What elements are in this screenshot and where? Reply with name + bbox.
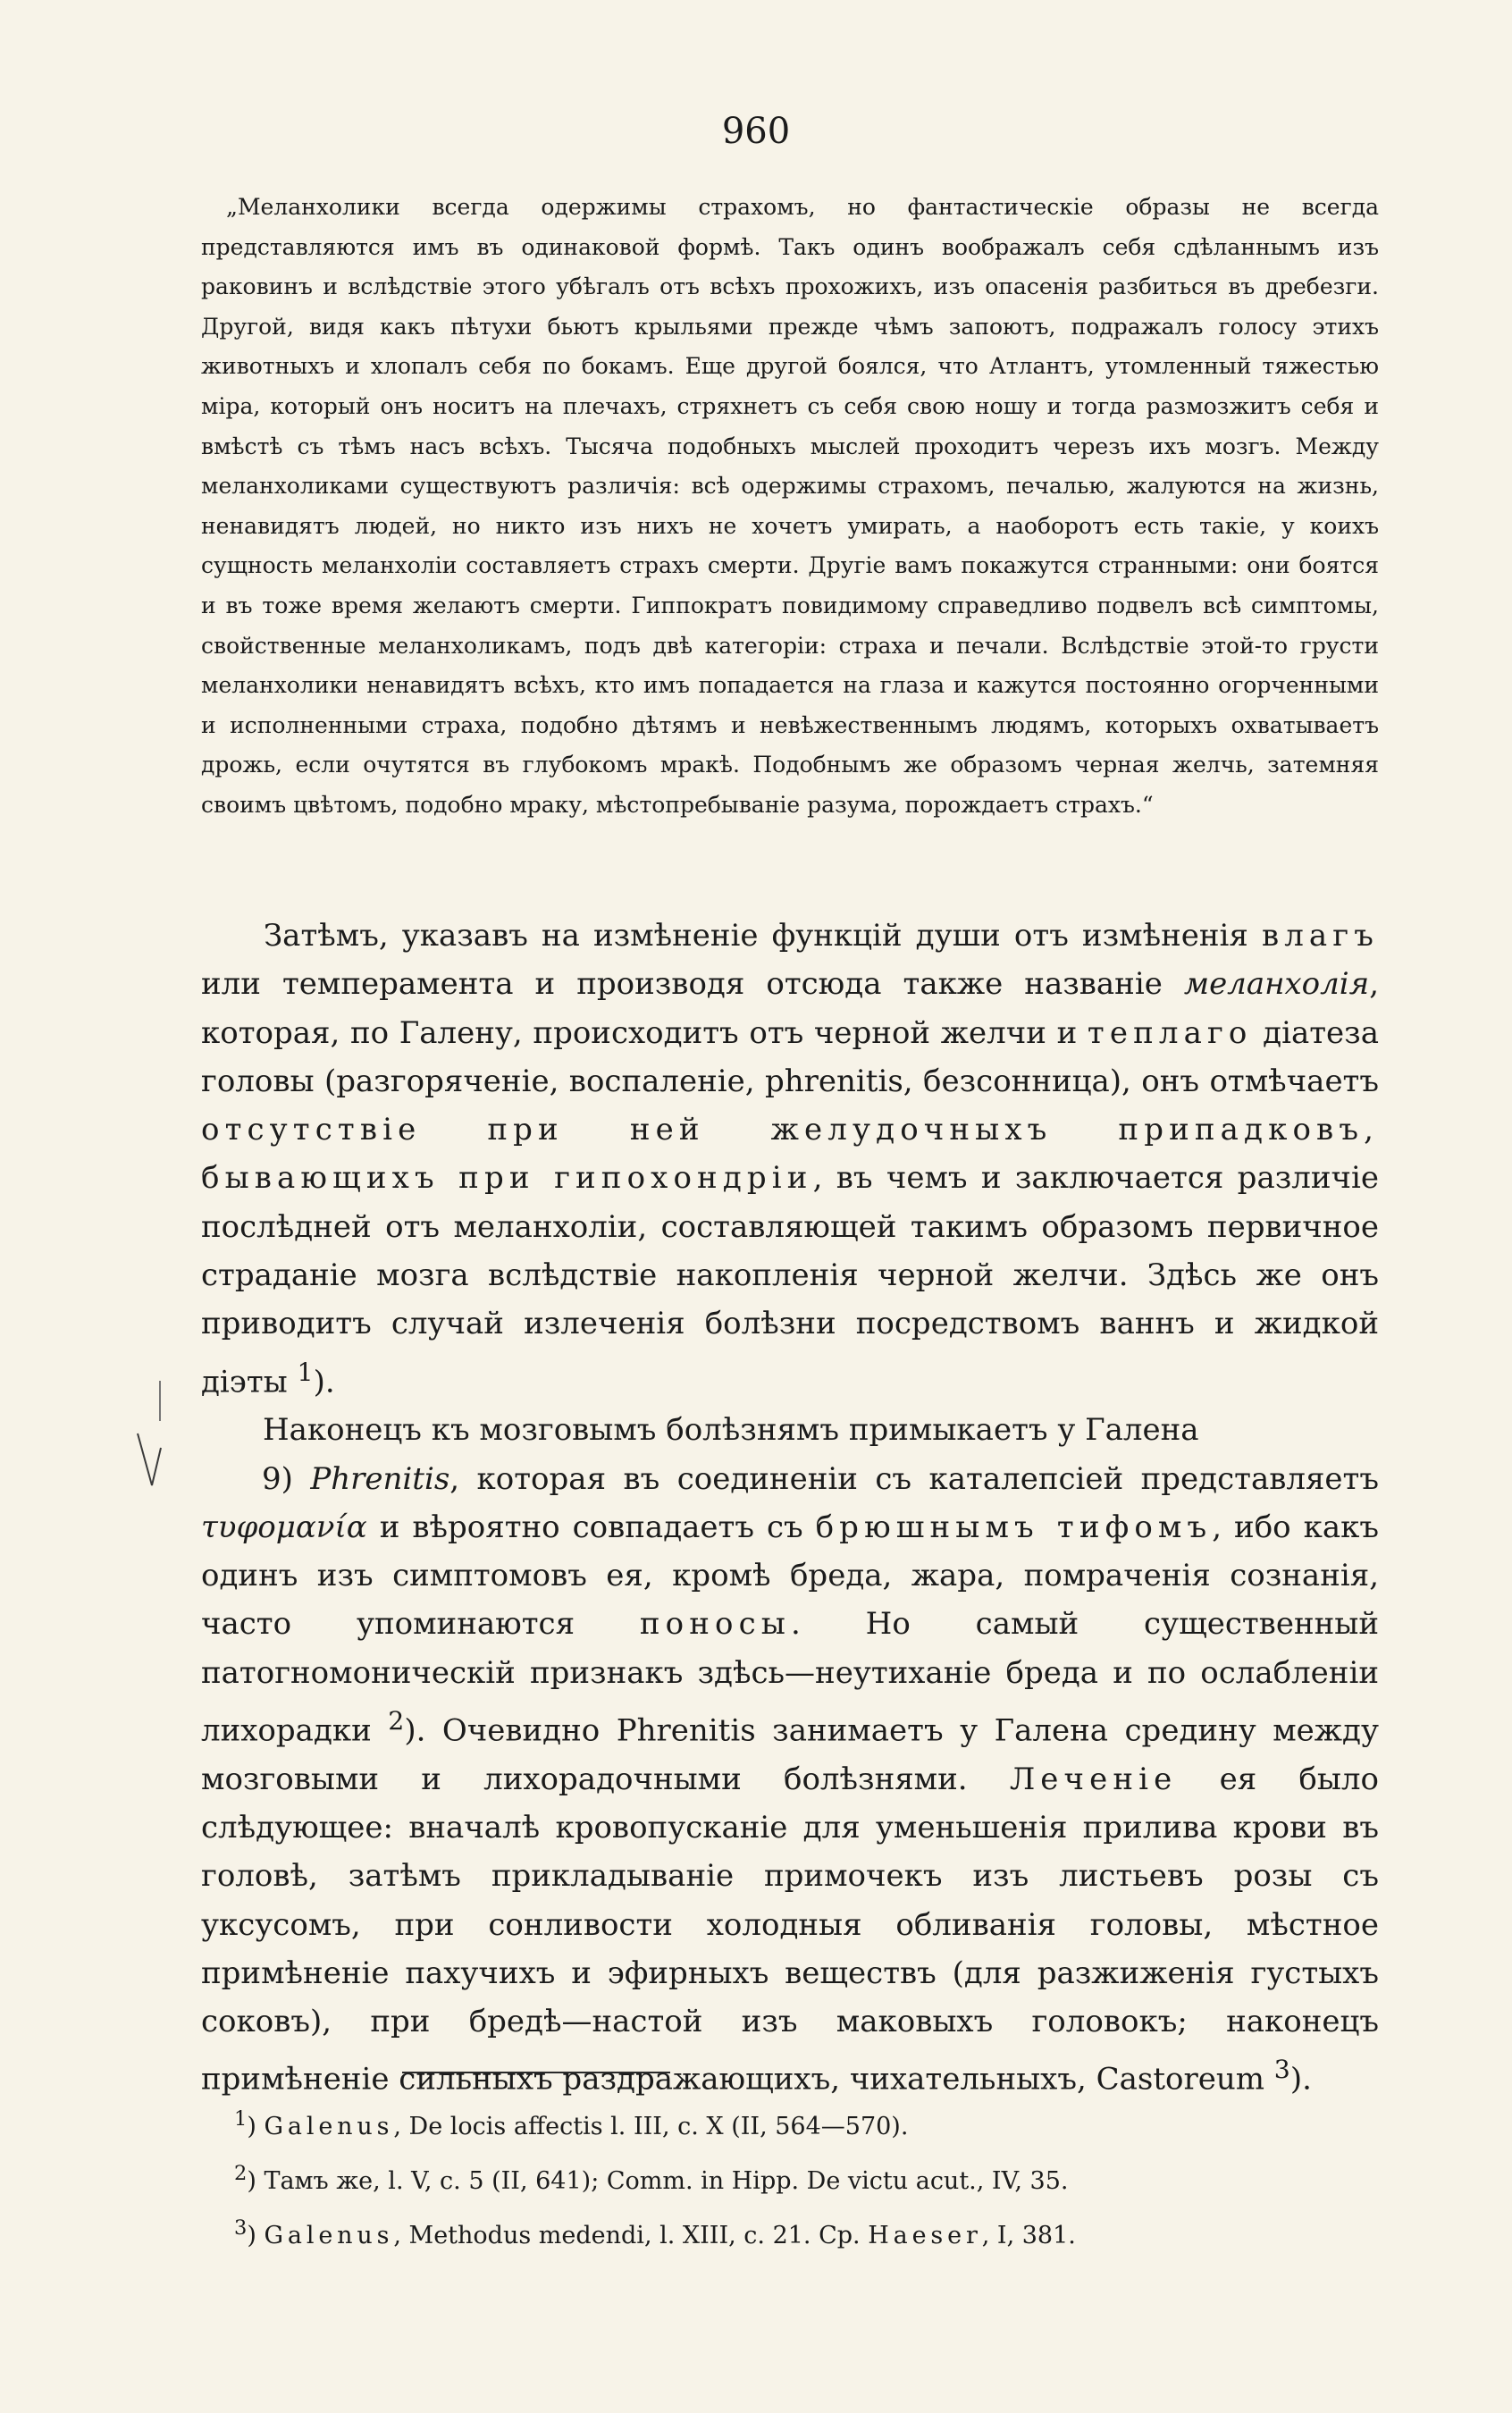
footnote-ref-1: 1 xyxy=(297,1357,314,1387)
footnote-ref-3: 3 xyxy=(1273,2055,1290,2085)
paragraph-transition: Наконецъ къ мозговымъ болѣзнямъ примыкаетъ у Галена xyxy=(263,1412,1199,1449)
quote-paragraph: „Меланхолики всегда одержимы страхомъ, но фантастическіе образы не всегда представляются имъ въ одинаковой формѣ. Такъ одинъ воображалъ себя сдѣланнымъ изъ раковинъ и вслѣдствіе этого убѣгалъ отъ всѣхъ прохожихъ, изъ опасенія разбиться въ дребезги. Другой, видя какъ пѣтухи бьютъ крыльями прежде чѣмъ запоютъ, подражалъ голосу этихъ животныхъ и хлопалъ себя по бокамъ. Еще другой боялся, что Атлантъ, утомленный тяжестью міра, который онъ носитъ на плечахъ, стряхнетъ съ себя свою ношу и тогда размозжитъ себя и вмѣстѣ съ тѣмъ насъ всѣхъ. Тысяча подобныхъ мыслей проходитъ черезъ ихъ мозгъ. Между меланхоликами существуютъ различія: всѣ одержимы страхомъ, печалью, жалуются на жизнь, ненавидятъ людей, но никто изъ нихъ не хочетъ умирать, а наоборотъ есть такіе, у коихъ сущность меланхоліи составляетъ страхъ смерти. Другіе вамъ покажутся странными: они боятся и въ тоже время желаютъ смерти. Гиппократъ повидимому справедливо подвелъ всѣ симптомы, свойственные меланхоликамъ, подъ двѣ категоріи: страха и печали. Вслѣдствіе этой-то грусти меланхолики ненавидятъ всѣхъ, кто имъ попадается на глаза и кажутся постоянно огорченными и исполненными страха, подобно дѣтямъ и невѣжественнымъ людямъ, которыхъ охватываетъ дрожь, если очутятся въ глубокомъ мракѣ. Подобнымъ же образомъ черная желчь, затемняя своимъ цвѣтомъ, подобно мраку, мѣстопребываніе разума, порождаетъ страхъ.“ xyxy=(201,194,1379,818)
paragraph-melancholia: Затѣмъ, указавъ на измѣненіе функцій души отъ измѣненія влагъ или темперамента и производя отсюда также названіе меланхолія, которая, по Галену, происходитъ отъ черной желчи и теплаго діатеза головы (разгоряченіе, воспаленіе, phrenitis, безсонница), онъ отмѣчаетъ отсутствіе при ней желудочныхъ припадковъ, бывающихъ при гипохондріи, въ чемъ и заключается различіе послѣдней отъ меланхоліи, составляющей такимъ образомъ первичное страданіе мозга вслѣдствіе накопленія черной желчи. Здѣсь же онъ приводитъ случай излеченія болѣзни посредствомъ ваннъ и жидкой діэты $^1$). xyxy=(201,918,1379,1400)
footnote-1: $^1$) Galenus, De locis affectis l. III, c. X (II, 564—570). xyxy=(234,2107,909,2140)
footnotes xyxy=(234,2096,1360,2259)
footnote-divider xyxy=(402,2072,670,2073)
margin-checkmark-icon xyxy=(134,1430,166,1492)
footnote-2: $^2$) Тамъ же, l. V, c. 5 (II, 641); Comm. in Hipp. De victu acut., IV, 35. xyxy=(234,2162,1069,2195)
footnote-3: $^3$) Galenus, Methodus medendi, l. XIII, c. 21. Cp. Haeser, I, 381. xyxy=(234,2216,1076,2249)
page-number: 960 xyxy=(721,111,791,152)
main-text xyxy=(201,912,1379,2104)
quotation-block xyxy=(201,188,1379,826)
margin-pencil-line xyxy=(159,1381,161,1421)
paragraph-phrenitis: 9) Phrenitis, которая въ соединеніи съ каталепсіей представляетъ τυφομανία и вѣроятно совпадаетъ съ брюшнымъ тифомъ, ибо какъ одинъ изъ симптомовъ ея, кромѣ бреда, жара, помраченія сознанія, часто упоминаются поносы. Но самый существенный патогномоническій признакъ здѣсь—неутиханіе бреда и по ослабленіи лихорадки $^2$). Очевидно Phrenitis занимаетъ у Галена средину между мозговыми и лихорадочными болѣзнями. Леченіе ея было слѣдующее: вначалѣ кровопусканіе для уменьшенія прилива крови въ головѣ, затѣмъ прикладываніе примочекъ изъ листьевъ розы съ уксусомъ, при сонливости холодныя обливанія головы, мѣстное примѣненіе пахучихъ и эфирныхъ веществъ (для разжиженія густыхъ соковъ), при бредѣ—настой изъ маковыхъ головокъ; наконецъ примѣненіе сильныхъ раздражающихъ, чихательныхъ, Castoreum $^3$). xyxy=(201,1460,1379,2098)
footnote-ref-2: 2 xyxy=(388,1706,405,1736)
